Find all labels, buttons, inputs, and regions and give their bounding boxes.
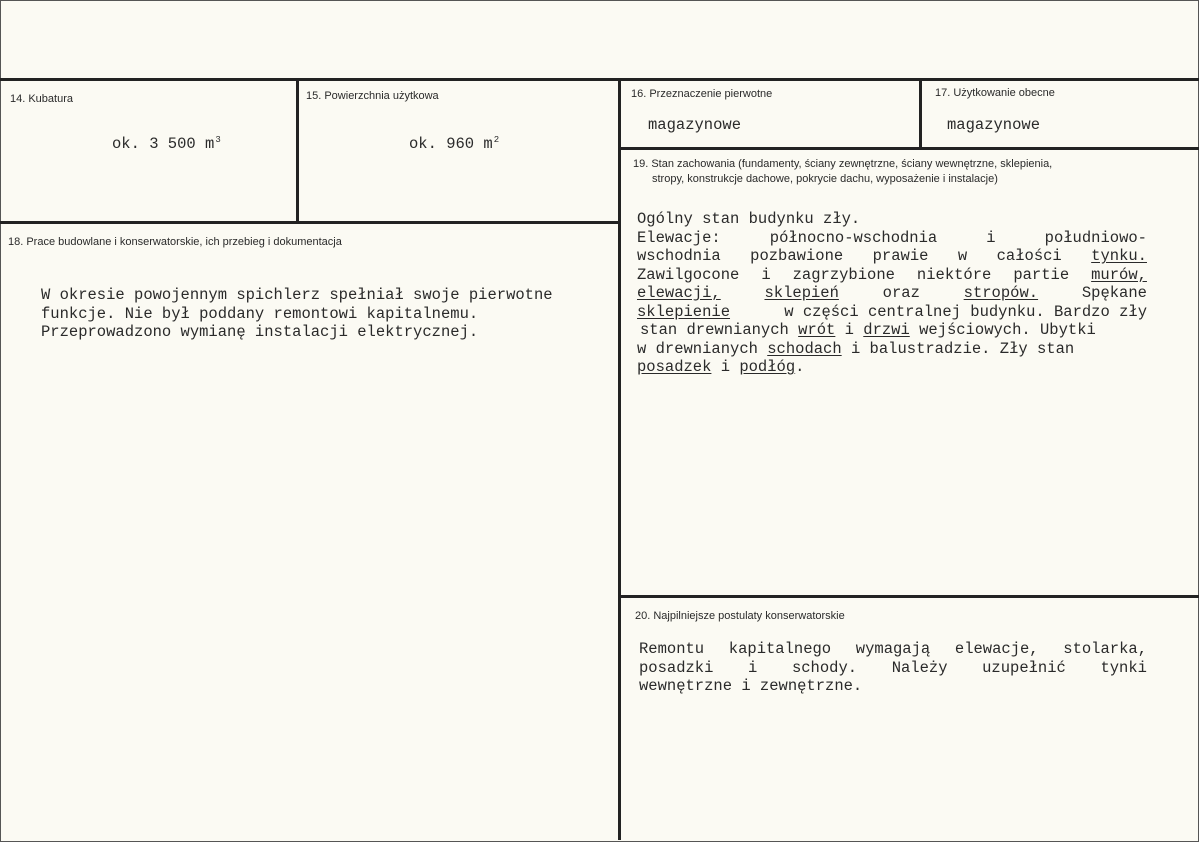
- word: Zawilgocone: [637, 265, 740, 284]
- grid-line-left-mid: [0, 221, 620, 224]
- field-17-value: magazynowe: [947, 116, 1041, 134]
- word: schody.: [791, 658, 858, 677]
- field-15-value-text: ok. 960 m: [409, 135, 493, 153]
- field-19-line-5: [637, 284, 1147, 303]
- grid-line-v1: [296, 79, 299, 222]
- word: wymagają: [855, 640, 931, 658]
- word: kapitalnego: [728, 640, 832, 658]
- field-19-line-9: [637, 358, 1147, 377]
- word: partie: [1013, 265, 1070, 284]
- word: Spękane: [1081, 284, 1147, 302]
- field-20-text: [639, 640, 1147, 696]
- text: stan drewnianych: [640, 321, 799, 339]
- field-18-line-2: funkcje. Nie był poddany remontowi kapitalnemu.: [41, 304, 479, 323]
- word: całości: [996, 247, 1062, 265]
- underlined-word: stropów.: [963, 284, 1039, 302]
- underlined-word: sklepień: [764, 284, 839, 302]
- word: stolarka,: [1063, 640, 1147, 658]
- field-19-line-3: [637, 247, 1147, 266]
- word: i: [748, 658, 758, 677]
- field-14-value-sup: 3: [215, 135, 221, 145]
- field-15-value: [409, 135, 499, 153]
- word: w części centralnej budynku. Bardzo zły: [784, 302, 1147, 321]
- field-16-label: 16. Przeznaczenie pierwotne: [631, 88, 773, 100]
- field-14-value-text: ok. 3 500 m: [112, 135, 215, 153]
- word: elewacje,: [954, 640, 1039, 658]
- field-19-label-line-1: 19. Stan zachowania (fundamenty, ściany zewnętrzne, ściany wewnętrzne, sklepienia,: [633, 158, 1053, 170]
- word: niektóre: [916, 265, 992, 284]
- underlined-word: drzwi: [863, 321, 910, 339]
- word: południowo-: [1044, 228, 1147, 247]
- field-17-label: 17. Użytkowanie obecne: [935, 87, 1055, 99]
- underlined-word: sklepienie: [637, 302, 731, 321]
- grid-line-top: [0, 78, 1199, 81]
- field-19-line-4: [637, 266, 1147, 285]
- grid-line-right-mid: [619, 595, 1199, 598]
- word: w: [957, 247, 968, 265]
- field-18-text: [41, 286, 553, 342]
- underlined-word: wrót: [798, 321, 836, 339]
- grid-line-v2: [618, 78, 621, 840]
- field-20-label: 20. Najpilniejsze postulaty konserwatorskie: [635, 610, 845, 622]
- field-15-value-sup: 2: [493, 135, 500, 145]
- underlined-word: podłóg: [739, 358, 796, 376]
- field-20-line-1: [639, 640, 1147, 659]
- field-20-line-2: [639, 659, 1147, 678]
- field-15-label: 15. Powierzchnia użytkowa: [306, 90, 439, 102]
- word: prawie: [872, 247, 929, 265]
- underlined-word: posadzek: [637, 358, 712, 376]
- word: oraz: [882, 284, 920, 302]
- field-18-line-3: Przeprowadzono wymianę instalacji elektrycznej.: [41, 323, 479, 341]
- field-19-text: [637, 210, 1147, 377]
- field-19-line-1: Ogólny stan budynku zły.: [637, 210, 861, 228]
- text: i: [711, 358, 740, 376]
- grid-line-right-top: [619, 147, 1199, 150]
- word: Należy: [891, 658, 948, 677]
- field-19-line-2: [637, 229, 1147, 248]
- word: posadzki: [639, 658, 714, 677]
- text: w drewnianych: [637, 339, 768, 358]
- word: zagrzybione: [792, 265, 895, 284]
- underlined-word: tynku.: [1091, 247, 1147, 265]
- underlined-word: elewacji,: [637, 284, 721, 302]
- word: pozbawione: [750, 247, 844, 265]
- text: i balustradzie. Zły stan: [841, 339, 1075, 358]
- word: i: [761, 265, 771, 284]
- word: tynki: [1100, 658, 1147, 677]
- underlined-word: murów,: [1091, 265, 1147, 284]
- grid-line-v3: [919, 78, 922, 149]
- text: .: [795, 358, 805, 376]
- field-19-line-6: [637, 303, 1147, 322]
- word: Remontu: [639, 640, 705, 658]
- field-18-label: 18. Prace budowlane i konserwatorskie, ich przebieg i dokumentacja: [8, 236, 342, 248]
- field-14-value: [112, 135, 221, 153]
- field-20-line-3: wewnętrzne i zewnętrzne.: [639, 677, 863, 695]
- field-19-label-line-2: stropy, konstrukcje dachowe, pokrycie dachu, wyposażenie i instalacje): [652, 173, 998, 185]
- word: uzupełnić: [982, 658, 1066, 677]
- word: północno-wschodnia: [769, 228, 938, 247]
- word: i: [986, 228, 996, 247]
- text: wejściowych. Ubytki: [909, 321, 1096, 339]
- text: i: [835, 321, 864, 339]
- field-19-line-8: [637, 340, 1147, 359]
- underlined-word: schodach: [767, 339, 842, 358]
- word: wschodnia: [637, 247, 721, 265]
- word: Elewacje:: [637, 228, 721, 247]
- field-19-line-7: [637, 321, 1147, 340]
- field-14-label: 14. Kubatura: [10, 93, 73, 105]
- field-16-value: magazynowe: [648, 116, 742, 134]
- field-18-line-1: W okresie powojennym spichlerz spełniał swoje pierwotne: [41, 286, 553, 304]
